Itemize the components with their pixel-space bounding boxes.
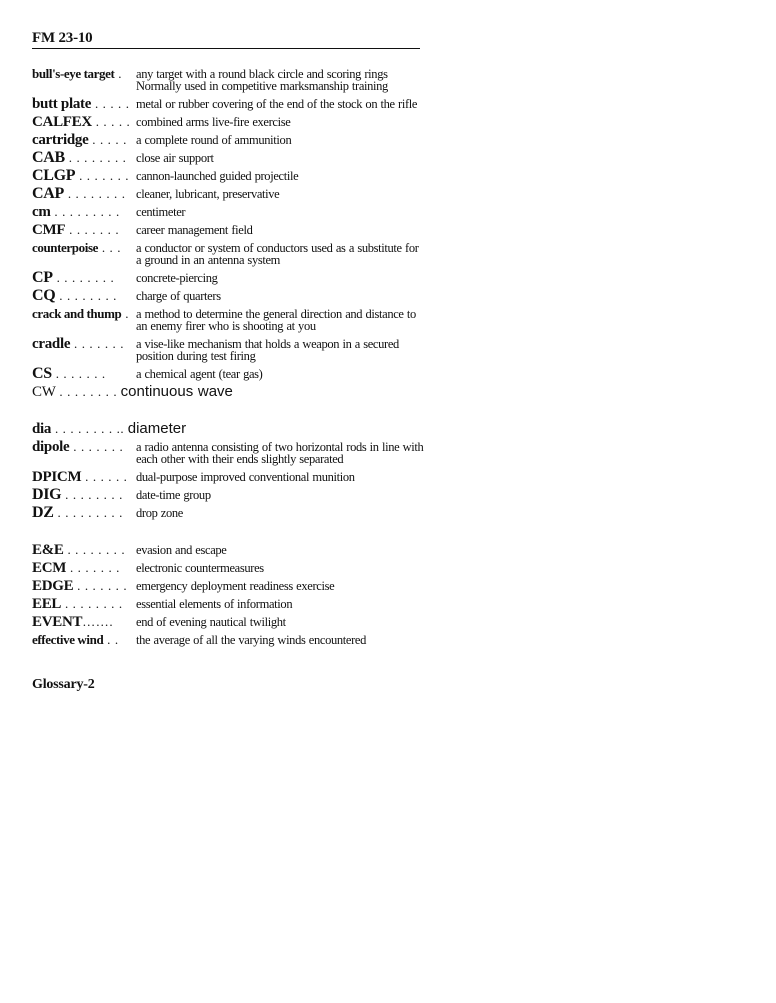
glossary-entry (32, 287, 424, 305)
glossary-term: EEL . . . . . . . . (32, 596, 123, 612)
glossary-definition: cleaner, lubricant, preservative (136, 187, 280, 201)
glossary-term: dia . . . . . . . . .. (32, 421, 125, 437)
dot-leader: . . (103, 632, 119, 647)
glossary-term: CP . . . . . . . . (32, 269, 115, 286)
glossary-definition: a method to determine the general direction and distance to an enemy firer who is shooting at you (136, 307, 416, 333)
dot-leader: . . . (97, 240, 122, 255)
dot-leader: . . . . . . . . (63, 542, 126, 557)
dot-leader: . . . . . . (81, 469, 128, 484)
glossary-entry (32, 383, 424, 401)
dot-leader: . . . . . . . . (52, 270, 115, 285)
glossary-entry (32, 595, 424, 613)
glossary-term: cm . . . . . . . . . (32, 204, 120, 220)
glossary-term: CLGP . . . . . . . (32, 167, 130, 184)
dot-leader: . . . . . . . . (61, 596, 123, 611)
glossary-entry (32, 577, 424, 595)
glossary-definition: dual-purpose improved conventional munition (136, 470, 355, 484)
glossary-definition: a complete round of ammunition (136, 133, 292, 147)
dot-leader: . . . . . (91, 114, 131, 129)
glossary-definition: concrete-piercing (136, 271, 218, 285)
glossary-entry (32, 365, 424, 383)
glossary-entry (32, 131, 424, 149)
glossary-entry (32, 504, 424, 522)
glossary-entry (32, 335, 424, 365)
glossary-entry (32, 613, 424, 631)
dot-leader: . . . . . . . (69, 439, 124, 454)
glossary-definition: drop zone (136, 506, 183, 520)
glossary-term: cradle . . . . . . . (32, 336, 125, 352)
glossary-definition: career management field (136, 223, 253, 237)
glossary-entry (32, 305, 424, 335)
glossary-term: CALFEX . . . . . (32, 114, 131, 130)
glossary-term: DZ . . . . . . . . . (32, 504, 123, 521)
glossary-entry (32, 420, 424, 438)
glossary-entry (32, 269, 424, 287)
glossary-entry (32, 468, 424, 486)
dot-leader: . . . . . . . . (63, 186, 126, 201)
glossary-term: CAB . . . . . . . . (32, 149, 127, 166)
glossary-section-d (32, 420, 424, 522)
dot-leader: . . . . . (91, 96, 130, 111)
glossary-term: effective wind . . (32, 632, 119, 647)
glossary-term: EVENT……. (32, 614, 114, 630)
glossary-term: CAP . . . . . . . . (32, 185, 126, 202)
dot-leader: . . . . . . . (51, 366, 106, 381)
glossary-term: bull's-eye target . (32, 66, 123, 81)
glossary-definition: metal or rubber covering of the end of the stock on the rifle (136, 97, 418, 111)
glossary-term: ECM . . . . . . . (32, 560, 121, 576)
glossary-definition: emergency deployment readiness exercise (136, 579, 335, 593)
glossary-definition: a vise-like mechanism that holds a weapon in a secured position during test firing (136, 337, 399, 363)
glossary-term: counterpoise . . . (32, 240, 122, 255)
glossary-definition: cannon-launched guided projectile (136, 169, 299, 183)
document-page (32, 30, 424, 693)
glossary-section-e (32, 541, 424, 649)
glossary-term: cartridge . . . . . (32, 132, 127, 148)
glossary-definition: date-time group (136, 488, 211, 502)
glossary-definition: the average of all the varying winds encountered (136, 633, 367, 647)
dot-leader: . . . . . . . . . (50, 204, 120, 219)
dot-leader: . . . . . . . . (55, 288, 118, 303)
glossary-definition: close air support (136, 151, 214, 165)
glossary-term: CMF . . . . . . . (32, 222, 120, 238)
dot-leader: . . . . . . . . . (53, 505, 123, 520)
dot-leader: . . . . . . . . .. (51, 421, 125, 436)
glossary-definition: a radio antenna consisting of two horizontal rods in line with each other with their ends slightly separated (136, 440, 424, 466)
glossary-term: dipole . . . . . . . (32, 439, 124, 455)
glossary-section-b-c (32, 65, 424, 401)
dot-leader: . . . . . . . (73, 578, 128, 593)
glossary-entry (32, 486, 424, 504)
glossary-entry (32, 438, 424, 468)
dot-leader: . . . . . . . (75, 168, 130, 183)
dot-leader: . . . . . . . . (61, 487, 123, 502)
glossary-term: CS . . . . . . . (32, 365, 106, 382)
glossary-term: butt plate . . . . . (32, 96, 130, 112)
page-header: FM 23-10 (32, 30, 420, 49)
dot-leader: . . . . . . . (70, 336, 125, 351)
glossary-entry (32, 541, 424, 559)
glossary-term: E&E . . . . . . . . (32, 542, 126, 558)
glossary-definition: combined arms live-fire exercise (136, 115, 291, 129)
dot-leader: . (121, 306, 130, 321)
glossary-entry (32, 559, 424, 577)
glossary-term: DPICM . . . . . . (32, 469, 128, 485)
glossary-entry (32, 631, 424, 649)
glossary-definition: essential elements of information (136, 597, 293, 611)
glossary-entry (32, 65, 424, 95)
dot-leader: ……. (82, 614, 114, 629)
glossary-definition: centimeter (136, 205, 186, 219)
glossary-term: DIG . . . . . . . . (32, 486, 123, 503)
glossary-definition: diameter (127, 420, 187, 437)
glossary-entry (32, 203, 424, 221)
glossary-term: EDGE . . . . . . . (32, 578, 128, 594)
glossary-definition: a chemical agent (tear gas) (136, 367, 263, 381)
glossary-definition: end of evening nautical twilight (136, 615, 286, 629)
glossary-entry (32, 149, 424, 167)
glossary-definition: evasion and escape (136, 543, 227, 557)
glossary-entry (32, 185, 424, 203)
dot-leader: . . . . . . . . (64, 150, 127, 165)
glossary-term: crack and thump . (32, 306, 130, 321)
dot-leader: . . . . . . . . (55, 384, 118, 399)
glossary-list (32, 65, 424, 649)
dot-leader: . . . . . (88, 132, 127, 147)
glossary-definition: any target with a round black circle and scoring rings Normally used in competitive marksmanship training (136, 67, 388, 93)
glossary-entry (32, 113, 424, 131)
glossary-term: CW . . . . . . . . (32, 384, 118, 400)
dot-leader: . . . . . . . (65, 222, 120, 237)
glossary-entry (32, 167, 424, 185)
glossary-definition: a conductor or system of conductors used as a substitute for a ground in an antenna system (136, 241, 419, 267)
glossary-entry (32, 95, 424, 113)
glossary-definition: continuous wave (120, 383, 233, 400)
page-footer-label: Glossary-2 (32, 677, 95, 692)
glossary-definition: charge of quarters (136, 289, 221, 303)
dot-leader: . . . . . . . (66, 560, 121, 575)
glossary-entry (32, 221, 424, 239)
glossary-entry (32, 239, 424, 269)
glossary-term: CQ . . . . . . . . (32, 287, 118, 304)
dot-leader: . (114, 66, 123, 81)
glossary-definition: electronic countermeasures (136, 561, 264, 575)
